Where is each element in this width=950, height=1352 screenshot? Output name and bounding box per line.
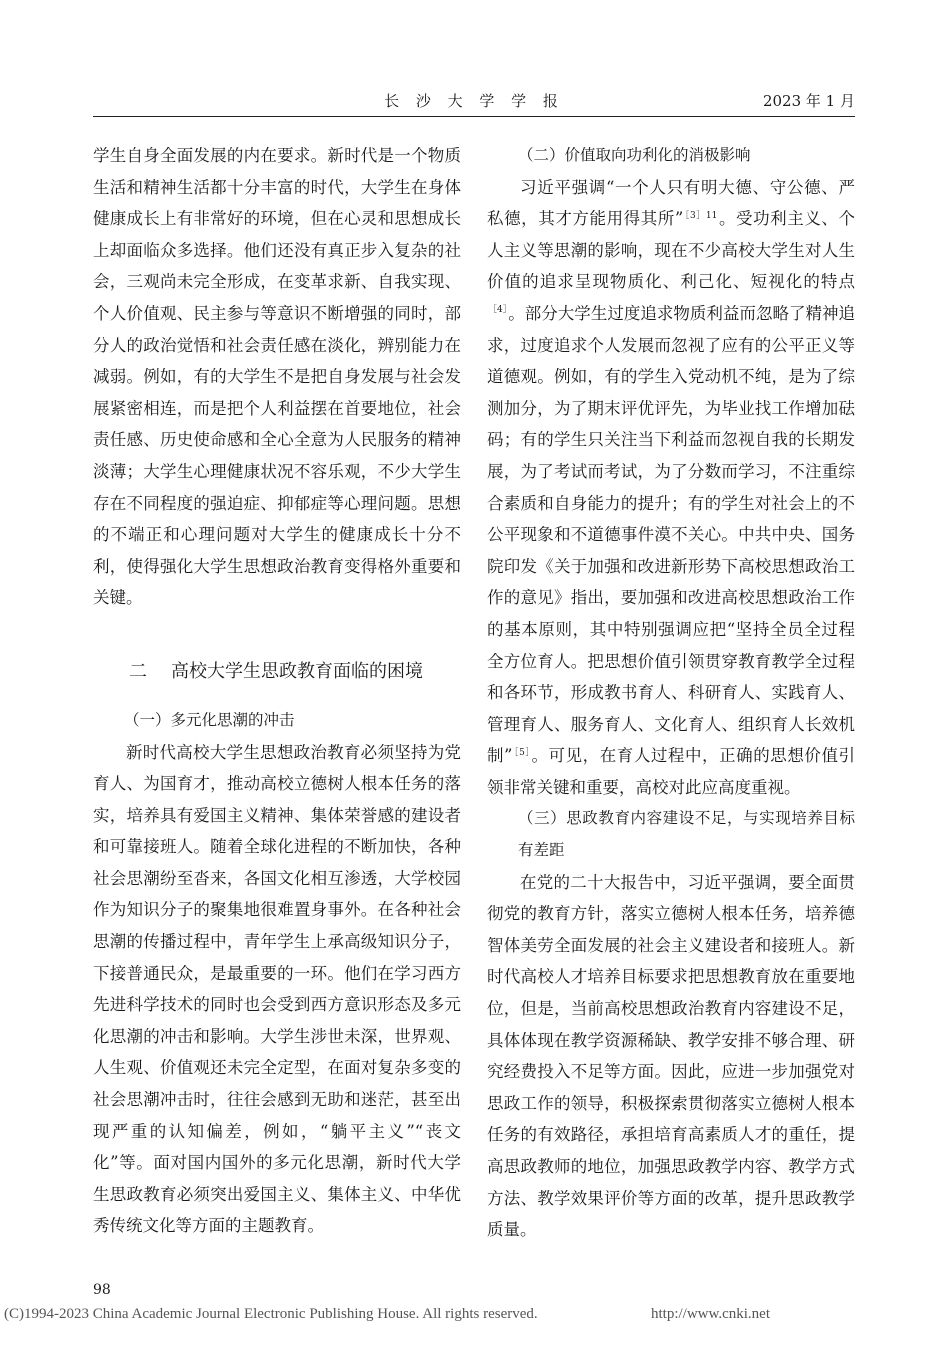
citation-ref: ［3］11 [684, 210, 718, 221]
paragraph-text: 。部分大学生过度追求物质利益而忽略了精神追求，过度追求个人发展而忽视了应有的公平正义等道德观。例如，有的学生入党动机不纯，是为了综测加分，为了期末评优评先，为毕业找工作增加砝码；有的学生只关注当下利益而忽视自我的长期发展，为了考试而考试，为了分数而学习，不注重综合素质和自身能力的提升；有的学生对社会上的不公平现象和不道德事件漠不关心。中共中央、国务院印发《关于加强和改进新形势下高校思想政治工作的意见》指出，要加强和改进高校思想政治工作的基本原则，其中特别强调应把“坚持全员全过程全方位育人。把思想价值引领贯穿教育教学全过程和各环节，形成教书育人、科研育人、实践育人、管理育人、服务育人、文化育人、组织育人长效机制” [487, 303, 855, 766]
paragraph-text: 。受功利主义、个人主义等思潮的影响，现在不少高校大学生对人生价值的追求呈现物质化、利己化、短视化的特点 [487, 209, 856, 292]
subsection-heading: （三）思政教育内容建设不足，与实现培养目标有差距 [518, 809, 855, 860]
paragraph-text: 习近平强调“一个人只有明大德、守公德、严私德，其才方能用得其所” [487, 177, 855, 229]
section-title: 高校大学生思政教育面临的困境 [171, 660, 423, 682]
subsection-heading: （二）价值取向功利化的消极影响 [518, 146, 751, 164]
paragraph: 学生自身全面发展的内在要求。新时代是一个物质生活和精神生活都十分丰富的时代，大学生在身体健康成长上有非常好的环境，但在心灵和思想成长上却面临众多选择。他们还没有真正步入复杂的社会，三观尚未完全形成，在变革求新、自我实现、个人价值观、民主参与等意识不断增强的同时，部分人的政治觉悟和社会责任感在淡化，辨别能力在减弱。例如，有的大学生不是把自身发展与社会发展紧密相连，而是把个人利益摆在首要地位，社会责任感、历史使命感和全心全意为人民服务的精神淡薄；大学生心理健康状况不容乐观，不少大学生存在不同程度的强迫症、抑郁症等心理问题。思想的不端正和心理问题对大学生的健康成长十分不利，使得强化大学生思想政治教育变得格外重要和关键。 [93, 146, 461, 608]
subsection-heading: （一）多元化思潮的冲击 [124, 710, 295, 729]
left-column [93, 140, 461, 1242]
section-number: 二 [129, 660, 147, 682]
footer-link[interactable]: http://www.cnki.net [651, 1306, 771, 1322]
page-number: 98 [93, 1282, 111, 1298]
paragraph: 在党的二十大报告中，习近平强调，要全面贯彻党的教育方针，落实立德树人根本任务，培养德智体美劳全面发展的社会主义建设者和接班人。新时代高校人才培养目标要求把思想教育放在重要地位，但是，当前高校思想政治教育内容建设不足，具体体现在教学资源稀缺、教学安排不够合理、研究经费投入不足等方面。因此，应进一步加强党对思政工作的领导，积极探索贯彻落实立德树人根本任务的有效路径，承担培育高素质人才的重任，提高思政教师的地位，加强思政教学内容、教学方式方法、教学效果评价等方面的改革，提升思政教学质量。 [487, 872, 855, 1240]
citation-ref: ［5］ [513, 747, 531, 758]
copyright-notice: (C)1994-2023 China Academic Journal Electronic Publishing House. All rights reserved. [4, 1306, 538, 1322]
issue-date: 2023 年 1 月 [762, 92, 855, 110]
paragraph-text: 。可见，在育人过程中，正确的思想价值引领非常关键和重要，高校对此应高度重视。 [487, 746, 856, 797]
running-header [93, 88, 855, 117]
paragraph: 新时代高校大学生思想政治教育必须坚持为党育人、为国育才，推动高校立德树人根本任务的落实，培养具有爱国主义精神、集体荣誉感的建设者和可靠接班人。随着全球化进程的不断加快，各种社会思潮纷至沓来，各国文化相互渗透，大学校园作为知识分子的聚集地很难置身事外。在各种社会思潮的传播过程中，青年学生上承高级知识分子，下接普通民众，是最重要的一环。他们在学习西方先进科学技术的同时也会受到西方意识形态及多元化思潮的冲击和影响。大学生涉世未深，世界观、人生观、价值观还未完全定型，在面对复杂多变的社会思潮冲击时，往往会感到无助和迷茫，甚至出现严重的认知偏差，例如，“躺平主义”“丧文化”等。面对国内国外的多元化思潮，新时代大学生思政教育必须突出爱国主义、集体主义、中华优秀传统文化等方面的主题教育。 [93, 742, 461, 1236]
section-heading [93, 656, 461, 687]
right-column [487, 140, 855, 1246]
citation-ref: ［4］ [488, 305, 508, 316]
paragraph [487, 172, 855, 804]
journal-title: 长 沙 大 学 学 报 [384, 92, 564, 110]
